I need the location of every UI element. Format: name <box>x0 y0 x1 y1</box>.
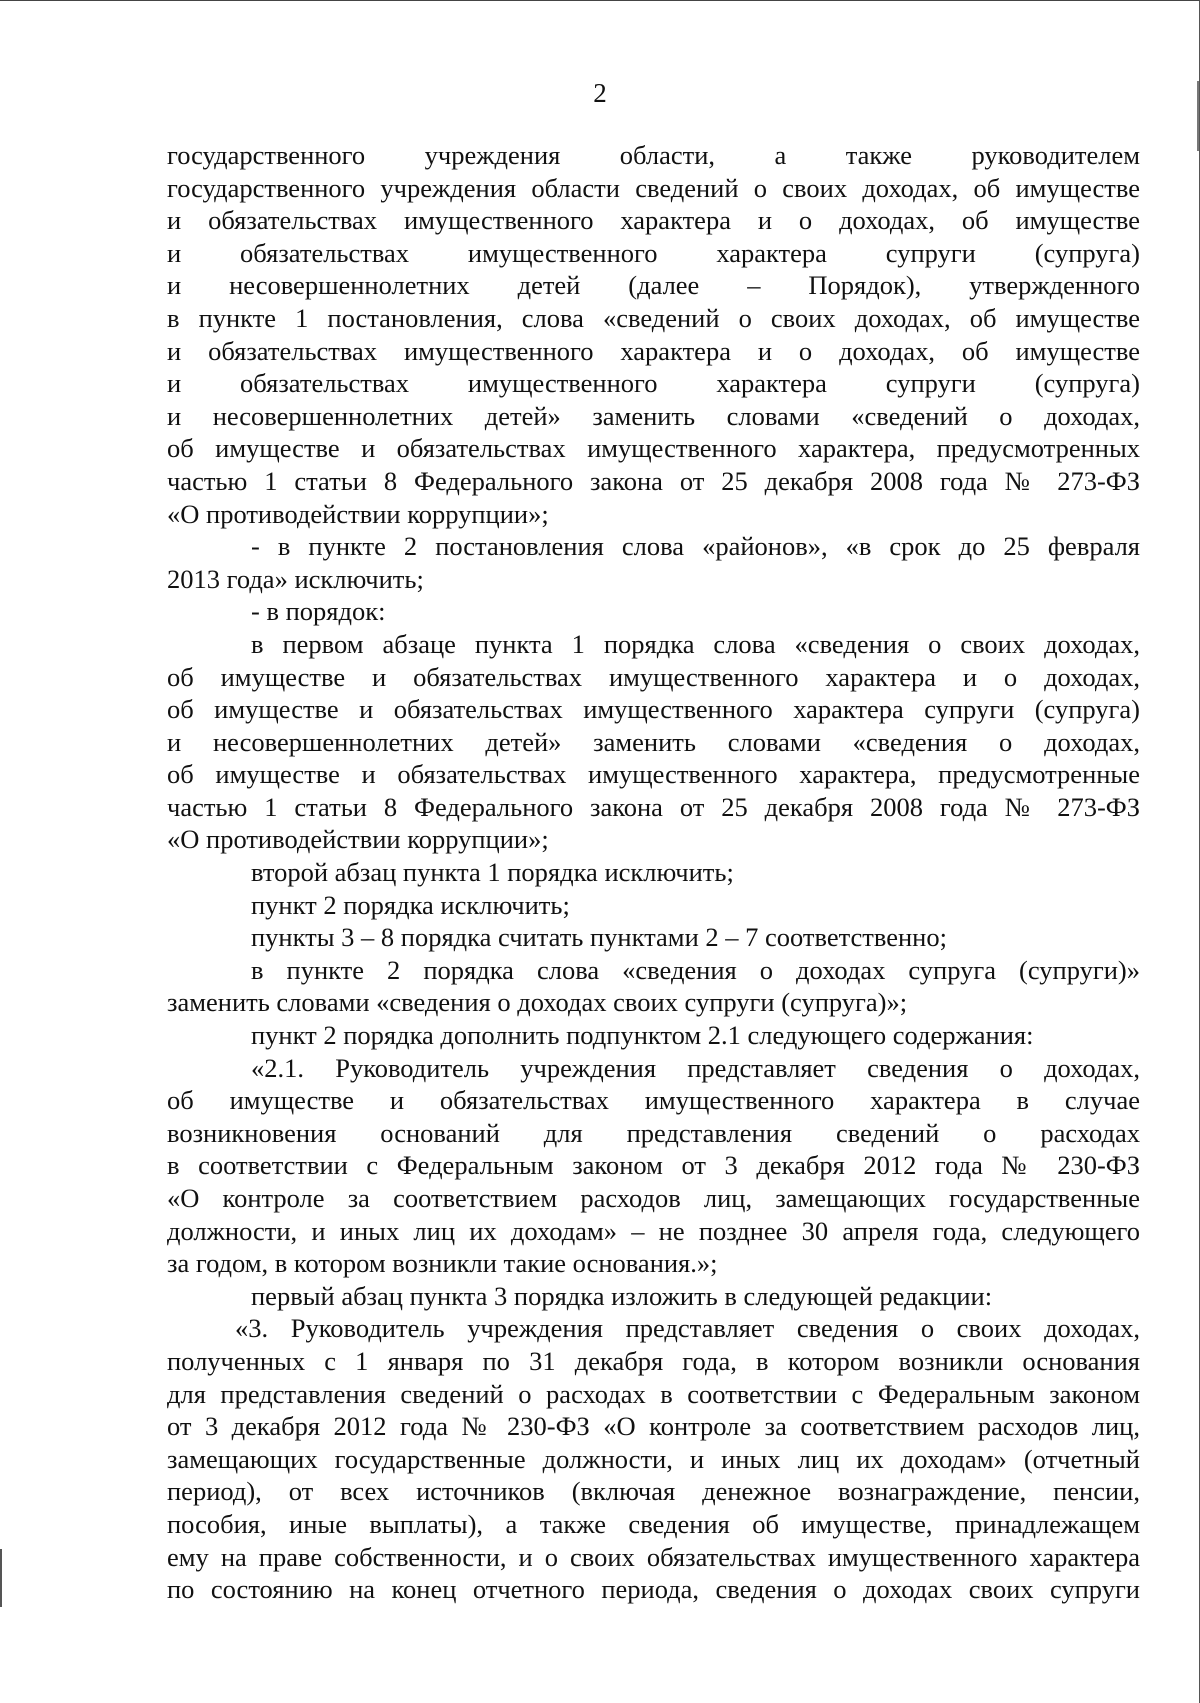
text-line: пособия, иные выплаты), а также сведения об имуществе, принадлежащем <box>167 1508 1140 1539</box>
text-line: частью 1 статьи 8 Федерального закона от 25 декабря 2008 года № 273-ФЗ <box>167 465 1140 496</box>
text-line: об имуществе и обязательствах имущественного характера, предусмотренных <box>167 433 1140 464</box>
text-line: для представления сведений о расходах в соответствии с Федеральным законом <box>167 1378 1140 1409</box>
text-line: об имуществе и обязательствах имущественного характера в случае <box>167 1085 1140 1116</box>
text-line: полученных с 1 января по 31 декабря года, в котором возникли основания <box>167 1345 1140 1376</box>
text-line: за годом, в котором возникли такие основания.»; <box>167 1248 718 1279</box>
text-line: об имуществе и обязательствах имущественного характера супруги (супруга) <box>167 694 1140 725</box>
text-line: период), от всех источников (включая денежное вознаграждение, пенсии, <box>167 1476 1140 1507</box>
text-line: 2013 года» исключить; <box>167 563 424 594</box>
text-line: пункт 2 порядка дополнить подпунктом 2.1 следующего содержания: <box>251 1020 1034 1051</box>
text-line: в пункте 2 порядка слова «сведения о доходах супруга (супруги)» <box>251 954 1140 985</box>
text-line: государственного учреждения области сведений о своих доходах, об имуществе <box>167 172 1140 203</box>
text-line: в первом абзаце пункта 1 порядка слова «сведения о своих доходах, <box>251 628 1140 659</box>
text-line: - в пункте 2 постановления слова «районов», «в срок до 25 февраля <box>251 531 1140 562</box>
text-line: должности, и иных лиц их доходам» – не позднее 30 апреля года, следующего <box>167 1215 1140 1246</box>
text-line: и несовершеннолетних детей (далее – Порядок), утвержденного <box>167 270 1140 301</box>
text-line: замещающих государственные должности, и иных лиц их доходам» (отчетный <box>167 1443 1140 1474</box>
text-line: и обязательствах имущественного характера и о доходах, об имуществе <box>167 205 1140 236</box>
text-line: первый абзац пункта 3 порядка изложить в следующей редакции: <box>251 1280 993 1311</box>
text-line: - в порядок: <box>251 596 386 627</box>
text-line: возникновения оснований для представления сведений о расходах <box>167 1117 1140 1148</box>
text-line: государственного учреждения области, а также руководителем <box>167 140 1140 170</box>
text-line: пункт 2 порядка исключить; <box>251 889 570 920</box>
text-line: «О контроле за соответствием расходов лиц, замещающих государственные <box>167 1183 1140 1213</box>
text-line: в пункте 1 постановления, слова «сведений о своих доходах, об имуществе <box>167 302 1140 333</box>
text-line: об имуществе и обязательствах имущественного характера и о доходах, <box>167 661 1140 692</box>
text-line: пункты 3 – 8 порядка считать пунктами 2 – 7 соответственно; <box>251 922 947 953</box>
text-line: и обязательствах имущественного характера и о доходах, об имуществе <box>167 335 1140 366</box>
text-line: второй абзац пункта 1 порядка исключить; <box>251 857 734 888</box>
text-line: и несовершеннолетних детей» заменить словами «сведений о доходах, <box>167 400 1140 431</box>
text-line: «О противодействии коррупции»; <box>167 824 549 855</box>
scan-edge-mark <box>0 1549 2 1607</box>
page-number: 2 <box>593 78 607 108</box>
text-line: «2.1. Руководитель учреждения представляет сведения о доходах, <box>251 1052 1140 1083</box>
text-line: заменить словами «сведения о доходах своих супруги (супруга)»; <box>167 987 908 1018</box>
text-line: в соответствии с Федеральным законом от 3 декабря 2012 года № 230-ФЗ <box>167 1150 1140 1181</box>
document-body <box>167 139 1140 1606</box>
text-line: и обязательствах имущественного характера супруги (супруга) <box>167 237 1140 268</box>
text-line: ему на праве собственности, и о своих обязательствах имущественного характера <box>167 1541 1140 1572</box>
text-line: об имуществе и обязательствах имущественного характера, предусмотренные <box>167 759 1140 790</box>
text-line: по состоянию на конец отчетного периода, сведения о доходах своих супруги <box>167 1574 1140 1605</box>
text-line: «3. Руководитель учреждения представляет сведения о своих доходах, <box>235 1313 1140 1344</box>
text-line: «О противодействии коррупции»; <box>167 498 549 529</box>
text-line: и обязательствах имущественного характера супруги (супруга) <box>167 368 1140 399</box>
text-line: от 3 декабря 2012 года № 230-ФЗ «О контроле за соответствием расходов лиц, <box>167 1411 1140 1442</box>
text-line: и несовершеннолетних детей» заменить словами «сведения о доходах, <box>167 726 1140 757</box>
text-line: частью 1 статьи 8 Федерального закона от 25 декабря 2008 года № 273-ФЗ <box>167 791 1140 822</box>
